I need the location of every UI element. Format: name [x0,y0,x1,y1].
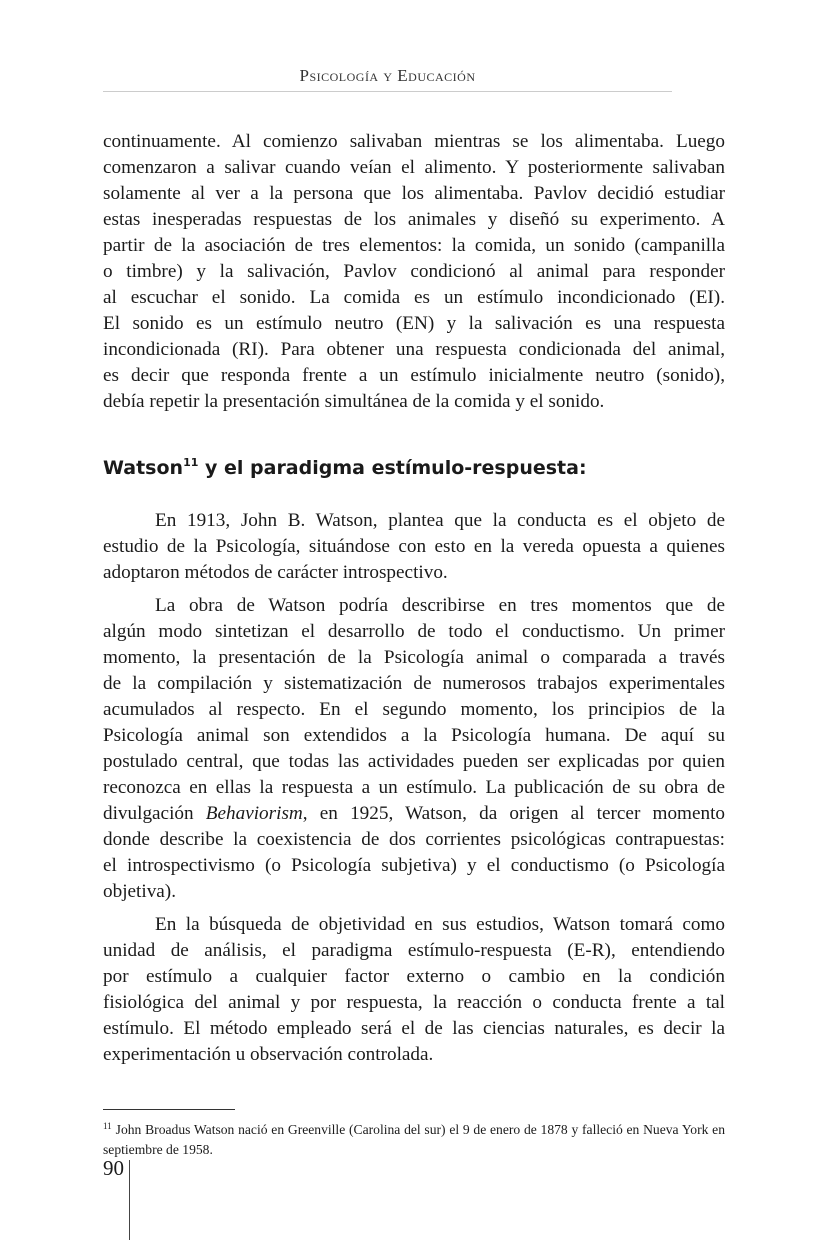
text-line: El sonido es un estímulo neutro (EN) y la salivación es una respuesta [103,313,725,334]
text-segment: por estímulo a cualquier factor externo o cambio en la condición [103,966,725,987]
text-line [103,723,725,749]
text-line: partir de la asociación de tres elementos: la comida, un sonido (campanilla [103,235,725,256]
text-segment: divulgación [103,803,206,824]
text-line: debía repetir la presentación simultánea de la comida y el sonido. [103,391,605,412]
text-line: o timbre) y la salivación, Pavlov condicionó al animal para responder [103,261,725,282]
section-heading [103,456,587,479]
text-line [103,801,725,827]
text-line [103,879,725,905]
text-segment: , en 1925, Watson, da origen al tercer momento [302,803,725,824]
text-segment: adoptaron métodos de carácter introspectivo. [103,562,448,583]
paragraph [103,912,725,1068]
text-line [103,990,725,1016]
text-line [103,775,725,801]
footnote-rule [103,1109,235,1110]
text-line: es decir que responda frente a un estímulo inicialmente neutro (sonido), [103,365,725,386]
text-line: continuamente. Al comienzo salivaban mientras se los alimentaba. Luego [103,131,725,152]
text-line: estas inesperadas respuestas de los animales y diseñó su experimento. A [103,209,725,230]
text-line [103,938,725,964]
text-segment: de la compilación y sistematización de numerosos trabajos experimentales [103,673,725,694]
text-line [103,593,725,619]
text-segment: donde describe la coexistencia de dos corrientes psicológicas contrapuestas: [103,829,725,850]
text-line [103,671,725,697]
text-segment: reconozca en ellas la respuesta a un estímulo. La publicación de su obra de [103,777,725,798]
intro-paragraph [103,129,725,415]
text-line: al escuchar el sonido. La comida es un estímulo incondicionado (EI). [103,287,725,308]
footnote-ref[interactable]: 11 [183,456,199,469]
text-segment: postulado central, que todas las actividades pueden ser explicadas por quien [103,751,725,772]
text-line: comenzaron a salivar cuando veían el alimento. Y posteriormente salivaban [103,157,725,178]
text-segment: experimentación u observación controlada. [103,1044,434,1065]
text-segment: unidad de análisis, el paradigma estímulo-respuesta (E-R), entendiendo [103,940,725,961]
book-title: Behaviorism [205,803,303,824]
header-rule [103,91,672,92]
text-segment: estímulo. El método empleado será el de las ciencias naturales, es decir la [103,1018,725,1039]
text-line: incondicionada (RI). Para obtener una respuesta condicionada del animal, [103,339,725,360]
page-number-rule [129,1160,130,1240]
text-segment: fisiológica del animal y por respuesta, la reacción o conducta frente a tal [103,992,725,1013]
text-line [103,697,725,723]
paragraph [103,593,725,905]
text-segment: En 1913, John B. Watson, plantea que la conducta es el objeto de [155,510,725,531]
heading-rest: y el paradigma estímulo-respuesta: [198,457,587,479]
text-segment: el introspectivismo (o Psicología subjetiva) y el conductismo (o Psicología [103,855,725,876]
text-line [103,912,725,938]
page-number: 90 [103,1156,124,1180]
text-line [103,827,725,853]
footnote [103,1116,725,1160]
text-segment: En la búsqueda de objetividad en sus estudios, Watson tomará como [155,914,725,935]
footnote-text: John Broadus Watson nació en Greenville (Carolina del sur) el 9 de enero de 1878 y falleció en Nueva York en septiembre de 1958. [103,1122,725,1157]
section-body [103,508,725,1075]
text-segment: acumulados al respecto. En el segundo momento, los principios de la [103,699,725,720]
text-segment: La obra de Watson podría describirse en tres momentos que de [155,595,725,616]
text-line [103,508,725,534]
running-head-title: Psicología y Educación [299,66,476,85]
text-line [103,645,725,671]
text-line [103,534,725,560]
text-segment: estudio de la Psicología, situándose con esto en la vereda opuesta a quienes [103,536,725,557]
text-segment: algún modo sintetizan el desarrollo de todo el conductismo. Un primer [103,621,725,642]
text-segment: objetiva). [103,881,176,902]
paragraph [103,508,725,586]
text-line [103,1016,725,1042]
text-line [103,619,725,645]
text-line [103,964,725,990]
text-segment: momento, la presentación de la Psicología animal o comparada a través [103,647,725,668]
footnote-number: 11 [103,1121,112,1131]
text-line [103,749,725,775]
text-line [103,853,725,879]
heading-name: Watson [103,457,184,479]
text-segment: Psicología animal son extendidos a la Psicología humana. De aquí su [103,725,725,746]
text-line [103,1042,725,1068]
text-line [103,560,725,586]
text-line: solamente al ver a la persona que los alimentaba. Pavlov decidió estudiar [103,183,725,204]
